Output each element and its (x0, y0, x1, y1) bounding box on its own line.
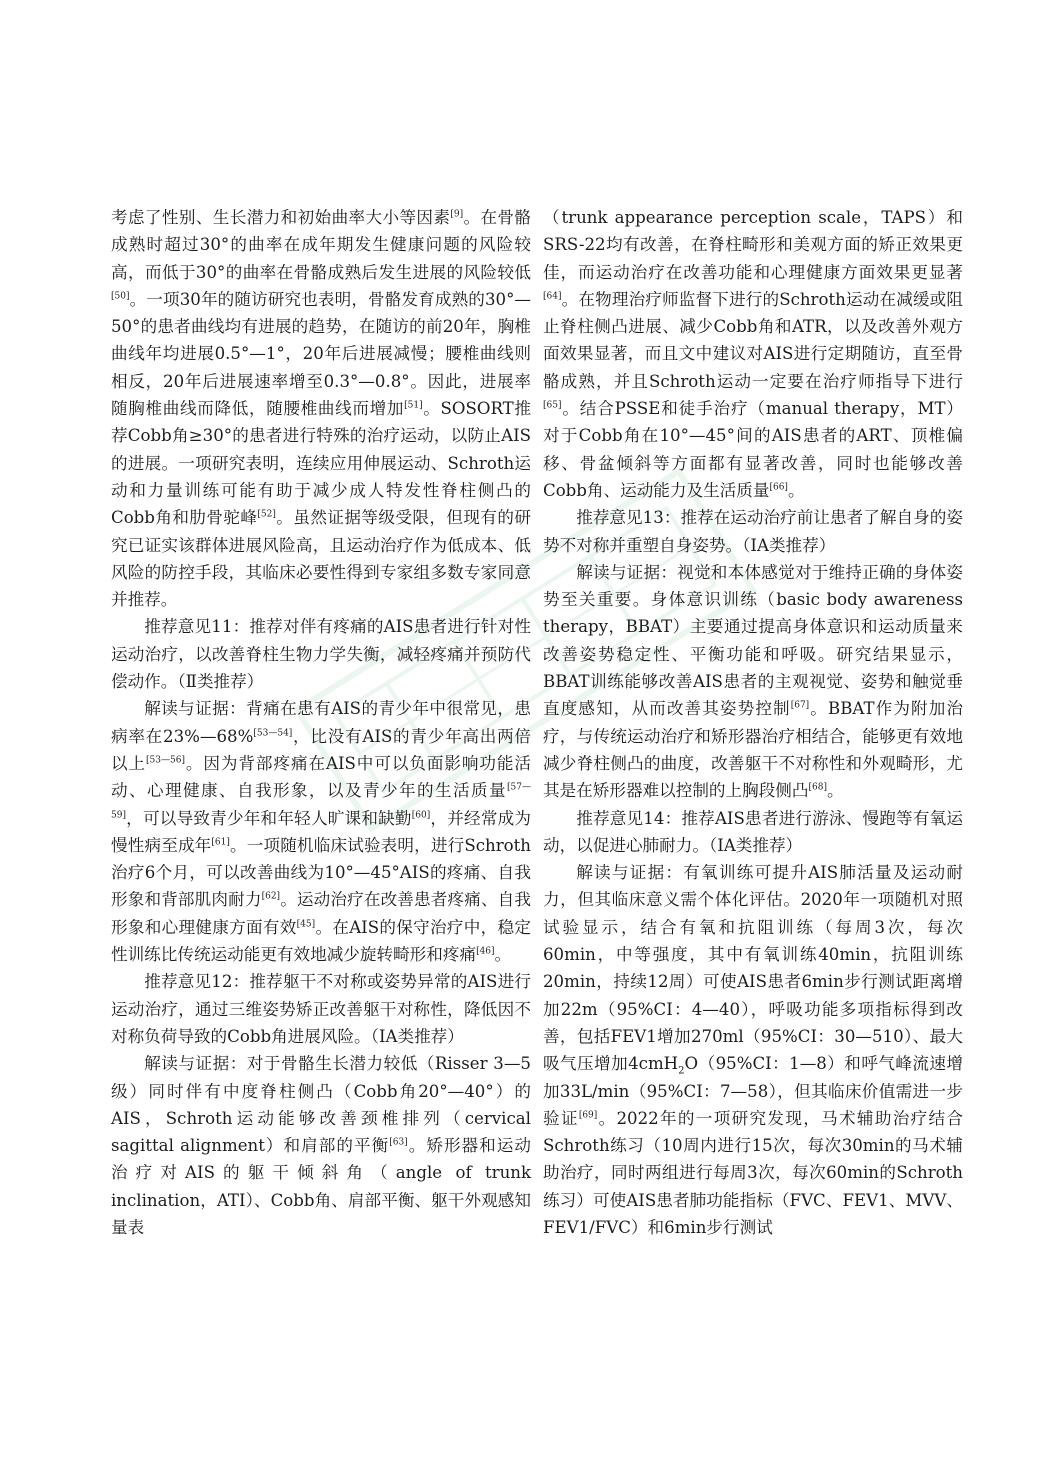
paragraph: 解读与证据：对于骨骼生长潜力较低（Risser 3—5级）同时伴有中度脊柱侧凸（Cobb角20°—40°）的AIS，Schroth运动能够改善颈椎排列（cervical sagittal alignment）和肩部的平衡[63]。矫形器和运动治疗对AIS的躯干倾斜角（angle of trunk inclination，ATI）、Cobb角、肩部平衡、躯干外观感知量表 (111, 1054, 531, 1237)
recommendation-14: 推荐意见14：推荐AIS患者进行游泳、慢跑等有氧运动，以促进心肺耐力。（ⅠA类推荐） (543, 808, 963, 855)
right-column (543, 204, 963, 1241)
paragraph: 解读与证据：背痛在患有AIS的青少年中很常见，患病率在23%—68%[53—54]，比没有AIS的青少年高出两倍以上[53—56]。因为背部疼痛在AIS中可以负面影响功能活动、心理健康、自我形象，以及青少年的生活质量[57—59]，可以导致青少年和年轻人旷课和缺勤[60]，并经常成为慢性病至成年[61]。一项随机临床试验表明，进行Schroth治疗6个月，可以改善曲线为10°—45°AIS的疼痛、自我形象和背部肌肉耐力[62]。运动治疗在改善患者疼痛、自我形象和心理健康方面有效[45]。在AIS的保守治疗中，稳定性训练比传统运动能更有效地减少旋转畸形和疼痛[46]。 (111, 699, 532, 965)
recommendation-11: 推荐意见11：推荐对伴有疼痛的AIS患者进行针对性运动治疗，以改善脊柱生物力学失衡，减轻疼痛并预防代偿动作。（Ⅱ类推荐） (111, 617, 531, 692)
paragraph: 解读与证据：视觉和本体感觉对于维持正确的身体姿势至关重要。身体意识训练（basic body awareness therapy，BBAT）主要通过提高身体意识和运动质量来改善姿势稳定性、平衡功能和呼吸。研究结果显示，BBAT训练能够改善AIS患者的主观视觉、姿势和触觉垂直度感知，从而改善其姿势控制[67]。BBAT作为附加治疗，与传统运动治疗和矫形器治疗相结合，能够更有效地减少脊柱侧凸的曲度，改善躯干不对称性和外观畸形，尤其是在矫形器难以控制的上胸段侧凸[68]。 (543, 562, 963, 801)
recommendation-13: 推荐意见13：推荐在运动治疗前让患者了解自身的姿势不对称并重塑自身姿势。（ⅠA类推荐） (543, 508, 963, 555)
paragraph: 解读与证据：有氧训练可提升AIS肺活量及运动耐力，但其临床意义需个体化评估。2020年一项随机对照试验显示，结合有氧和抗阻训练（每周3次，每次60min，中等强度，其中有氧训练40min，抗阻训练20min，持续12周）可使AIS患者6min步行测试距离增加22m（95%CI：4—40），呼吸功能多项指标得到改善，包括FEV1增加270ml（95%CI：30—510）、最大吸气压增加4cmH$_2$O（95%CI：1—8）和呼气峰流速增加33L/min（95%CI：7—58），但其临床价值需进一步验证[69]。2022年的一项研究发现，马术辅助治疗结合Schroth练习（10周内进行15次，每次30min的马术辅助治疗，同时两组进行每周3次，每次60min的Schroth练习）可使AIS患者肺功能指标（FVC、FEV1、MVV、FEV1/FVC）和6min步行测试 (543, 863, 964, 1237)
left-column (111, 204, 531, 1241)
paragraph: （trunk appearance perception scale，TAPS）和SRS-22均有改善，在脊柱畸形和美观方面的矫正效果更佳，而运动治疗在改善功能和心理健康方面效果更显著[64]。在物理治疗师监督下进行的Schroth运动在减缓或阻止脊柱侧凸进展、减少Cobb角和ATR，以及改善外观方面效果显著，而且文中建议对AIS进行定期随访，直至骨骼成熟，并且Schroth运动一定要在治疗师指导下进行[65]。结合PSSE和徒手治疗（manual therapy，MT）对于Cobb角在10°—45°间的AIS患者的ART、顶椎偏移、骨盆倾斜等方面都有显著改善，同时也能够改善Cobb角、运动能力及生活质量[66]。 (543, 208, 963, 500)
paragraph: 考虑了性别、生长潜力和初始曲率大小等因素[9]。在骨骼成熟时超过30°的曲率在成年期发生健康问题的风险较高，而低于30°的曲率在骨骼成熟后发生进展的风险较低[50]。一项30年的随访研究也表明，骨骼发育成熟的30°—50°的患者曲线均有进展的趋势，在随访的前20年，胸椎曲线年均进展0.5°—1°，20年后进展减慢；腰椎曲线则相反，20年后进展速率增至0.3°—0.8°。因此，进展率随胸椎曲线而降低，随腰椎曲线而增加[51]。SOSORT推荐Cobb角≥30°的患者进行特殊的治疗运动，以防止AIS的进展。一项研究表明，连续应用伸展运动、Schroth运动和力量训练可能有助于减少成人特发性脊柱侧凸的Cobb角和肋骨驼峰[52]。虽然证据等级受限，但现有的研究已证实该群体进展风险高，且运动治疗作为低成本、低风险的防控手段，其临床必要性得到专家组多数专家同意并推荐。 (111, 208, 532, 610)
recommendation-12: 推荐意见12：推荐躯干不对称或姿势异常的AIS进行运动治疗，通过三维姿势矫正改善躯干对称性，降低因不对称负荷导致的Cobb角进展风险。（ⅠA类推荐） (111, 972, 531, 1046)
